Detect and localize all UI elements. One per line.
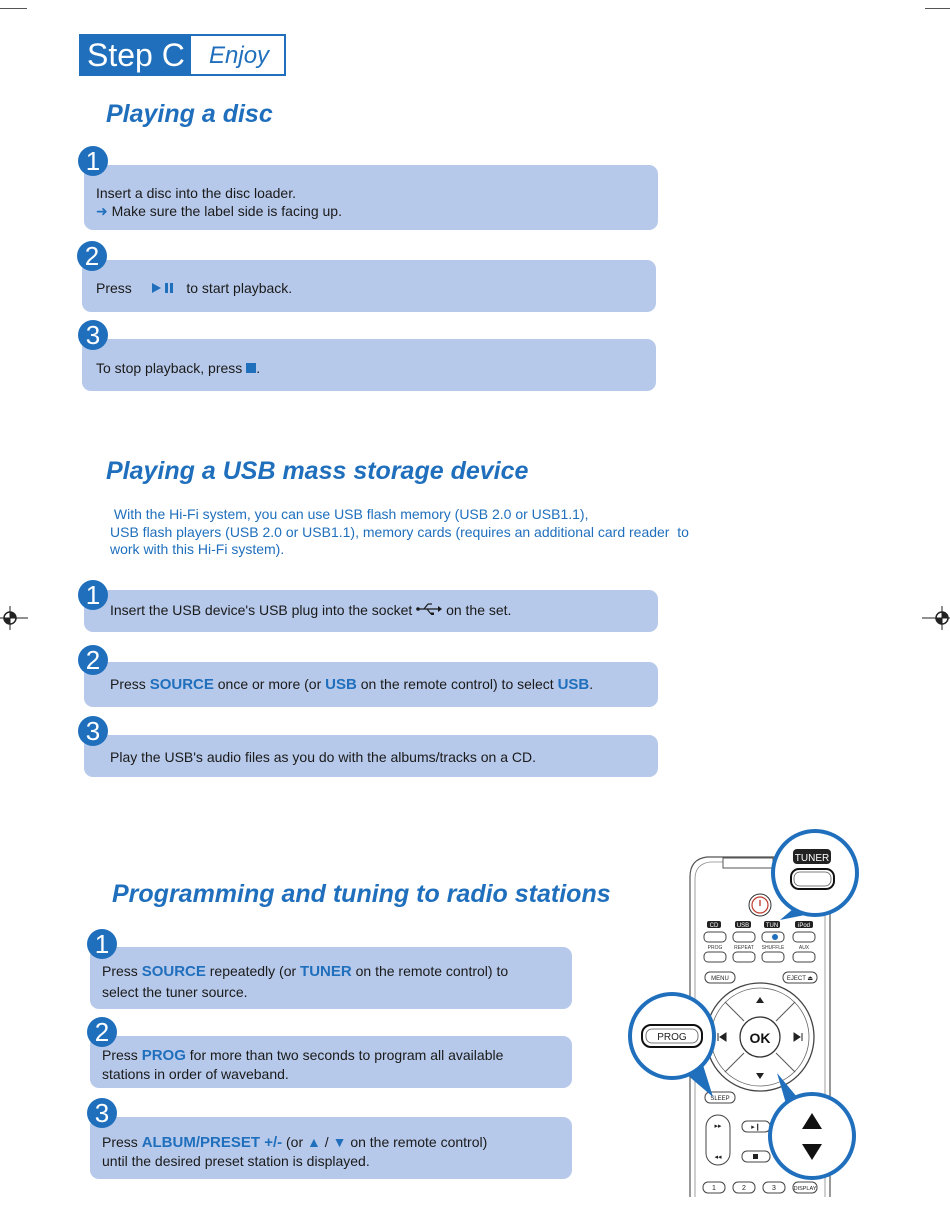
label-prog: PROG <box>707 945 723 951</box>
step-header <box>79 34 286 76</box>
step-subtitle: Enjoy <box>191 34 286 76</box>
keyword-usb: USB <box>325 676 357 693</box>
radio-step-1-line2: select the tuner source. <box>102 984 248 1000</box>
disc-step-3-card: To stop playback, press . <box>82 339 656 391</box>
label-repeat: REPEAT <box>734 945 754 951</box>
keyword-source: SOURCE <box>149 676 214 693</box>
usb-step-3-text: Play the USB's audio files as you do with the albums/tracks on a CD. <box>110 749 536 765</box>
step-number-badge: 3 <box>78 716 108 746</box>
source-label-tuner: TUN <box>765 923 779 929</box>
step-number-badge: 3 <box>78 320 108 350</box>
svg-text:EJECT ⏏: EJECT ⏏ <box>786 976 814 982</box>
radio-step-3-line2: until the desired preset station is displayed. <box>102 1153 370 1169</box>
step-number-badge: 2 <box>78 645 108 675</box>
usb-intro-line: work with this Hi-Fi system). <box>110 541 285 557</box>
section-title-radio: Programming and tuning to radio stations <box>112 880 611 908</box>
svg-text:▸▸: ▸▸ <box>714 1123 722 1130</box>
keyword-source: SOURCE <box>141 963 206 980</box>
label-aux: AUX <box>798 945 810 951</box>
radio-step-2-line2: stations in order of waveband. <box>102 1066 289 1082</box>
disc-step-2-card <box>82 260 656 312</box>
disc-step-2-text-before: Press <box>96 280 132 296</box>
disc-step-1-text: Insert a disc into the disc loader. <box>96 185 296 201</box>
crop-mark-right <box>925 8 950 9</box>
radio-step-1-line1: Press SOURCE repeatedly (or TUNER on the remote control) to <box>102 963 509 980</box>
radio-step-3-card <box>90 1117 572 1179</box>
remote-control-illustration <box>625 825 865 1200</box>
radio-step-3-line1: Press ALBUM/PRESET +/- (or ▲ / ▼ on the remote control) <box>102 1134 488 1151</box>
registration-mark-right <box>922 604 950 632</box>
usb-intro-line: With the Hi-Fi system, you can use USB flash memory (USB 2.0 or USB1.1), <box>110 506 589 522</box>
svg-text:SLEEP: SLEEP <box>710 1096 730 1102</box>
preset-arrows-callout <box>770 1094 854 1178</box>
usb-step-2-text: on the remote control) to select <box>360 676 554 692</box>
step-number-badge: 1 <box>78 146 108 176</box>
svg-text:▸❙: ▸❙ <box>751 1124 761 1131</box>
step-label: Step C <box>79 34 191 76</box>
svg-text:MENU: MENU <box>711 976 729 982</box>
prog-callout-label: PROG <box>657 1032 687 1043</box>
section-title-usb: Playing a USB mass storage device <box>106 457 529 485</box>
crop-mark-left <box>0 8 27 9</box>
radio-step-1-card <box>90 947 572 1009</box>
usb-step-3-card <box>84 735 658 777</box>
num-button-2: 2 <box>742 1185 746 1192</box>
keyword-tuner: TUNER <box>300 963 352 980</box>
usb-step-2-card <box>84 662 658 707</box>
disc-step-1-note: ➜ Make sure the label side is facing up. <box>96 203 342 219</box>
display-button-label: DISPLAY <box>793 1186 817 1192</box>
disc-step-1-card <box>84 165 658 230</box>
section-title-disc: Playing a disc <box>106 100 273 128</box>
registration-mark-left <box>0 604 28 632</box>
label-shuffle: SHUFFLE <box>761 945 785 951</box>
usb-step-1-card <box>84 590 658 632</box>
source-label-ipod: iPod <box>797 923 811 929</box>
radio-step-2-card <box>90 1036 572 1088</box>
step-number-badge: 1 <box>87 929 117 959</box>
disc-step-2-text-after: to start playback. <box>186 280 293 296</box>
usb-step-2-text: . <box>589 676 594 692</box>
usb-step-1-text-after: on the set. <box>446 602 512 618</box>
triangle-down-icon: ▼ <box>332 1134 347 1150</box>
svg-text:◂◂: ◂◂ <box>714 1154 722 1161</box>
radio-step-2-line1: Press PROG for more than two seconds to program all available <box>102 1047 504 1064</box>
keyword-album-preset: ALBUM/PRESET +/- <box>141 1134 283 1151</box>
step-number-badge: 3 <box>87 1098 117 1128</box>
step-number-badge: 1 <box>78 580 108 610</box>
usb-intro-line: USB flash players (USB 2.0 or USB1.1), memory cards (requires an additional card reader to <box>110 523 689 540</box>
play-pause-icon <box>150 282 176 294</box>
source-label-usb: USB <box>736 923 750 929</box>
tuner-callout-label: TUNER <box>794 853 830 864</box>
source-label-cd: CD <box>709 923 719 929</box>
svg-text:OK: OK <box>749 1030 771 1046</box>
arrow-right-icon: ➜ <box>96 203 108 219</box>
disc-step-3-text: To stop playback, press <box>96 360 243 376</box>
step-number-badge: 2 <box>77 241 107 271</box>
num-button-3: 3 <box>772 1185 776 1192</box>
stop-icon <box>246 363 256 373</box>
usb-symbol-icon <box>416 603 442 615</box>
step-number-badge: 2 <box>87 1017 117 1047</box>
num-button-1: 1 <box>712 1185 716 1192</box>
keyword-usb: USB <box>557 676 590 693</box>
keyword-prog: PROG <box>141 1047 186 1064</box>
triangle-up-icon: ▲ <box>307 1134 321 1150</box>
usb-step-1-text-before: Insert the USB device's USB plug into the socket <box>110 602 413 618</box>
usb-intro-paragraph <box>110 506 689 559</box>
usb-step-2-text: once or more (or <box>217 676 322 692</box>
usb-step-2-text: Press <box>110 676 146 692</box>
